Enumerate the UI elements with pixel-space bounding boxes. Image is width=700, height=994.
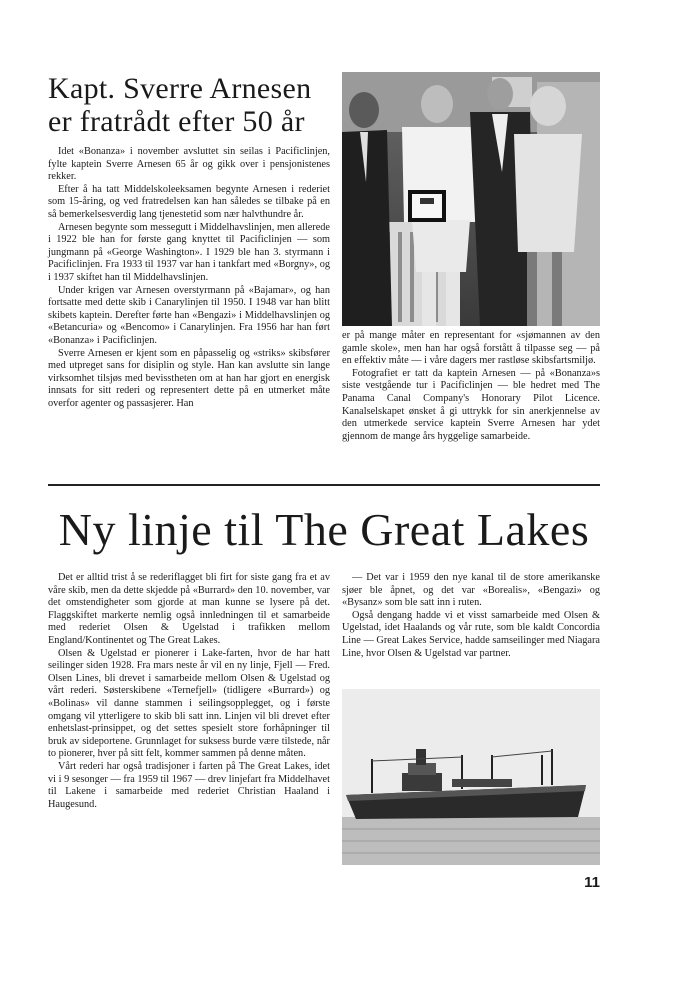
paragraph: Idet «Bonanza» i november avsluttet sin seilas i Pacificlinjen, fylte kaptein Sverre Arnesen 65 år og gikk over i pensjonistenes rekker.: [48, 146, 330, 183]
paragraph: Fotografiet er tatt da kaptein Arnesen — på «Bonanza»s siste vestgående tur i Pacificlinjen — ble hedret med The Panama Canal Company's Honorary Pilot Licence. Kanalselskapet ønsket å gi uttrykk for sin anerkjennelse av den utmerkede service kaptein Sverre Arnesen har ydet gjennom de mange års hyggelige samarbeide.: [342, 367, 600, 442]
paragraph: Også dengang hadde vi et visst samarbeide med Olsen & Ugelstad, idet Haalands og vår rute, som ble kaldt Concordia Line — Great Lakes Service, hadde samseilinger med Niagara Line, hvor Olsen & Ugelstad var partner.: [342, 609, 600, 659]
article1-title-line2: er fratrådt efter 50 år: [48, 105, 305, 138]
article2-title: Ny linje til The Great Lakes: [58, 504, 590, 555]
paragraph: Olsen & Ugelstad er pionerer i Lake-farten, hvor de har hatt seilinger siden 1928. Fra mars neste år vil en ny linje, Fjell — Fred. Olsen Lines, bli drevet i samarbeide mellom Olsen & Ugelstad og vårt rederi. Søsterskibene «Ternefjell» (tidligere «Burrard») og «Bolinas» vil danne stammen i seilingsopplegget, og i første omgang vil ytterligere to skib bli satt inn. Linjen vil bli drevet efter enhetslast-prinsippet, og det settes spesielt store forhåpninger til bruk av sideportene. Grunnlaget for suksess burde være tilstede, når to pionerer, hver på sitt felt, kommer sammen på denne måten.: [48, 647, 330, 760]
article1-title: [48, 72, 328, 138]
article1-column-left: [48, 146, 330, 410]
page-number: 11: [584, 874, 600, 891]
paragraph: Vårt rederi har også tradisjoner i farten på The Great Lakes, idet vi i 9 sesonger — fra 1959 til 1967 — drev linjefart fra Middelhavet til Lakene i samarbeide med rederiet Christian Haaland i Haugesund.: [48, 760, 330, 810]
paragraph: Det er alltid trist å se rederiflagget bli firt for siste gang fra et av våre skib, men da dette skjedde på «Burrard» den 10. november, var det omstendigheter som gjorde at man kunne se lysere på det. Flaggskiftet markerte nemlig også innledningen til et samarbeide med rederiet Olsen & Ugelstad i trafikken mellom England/Kontinentet og The Great Lakes.: [48, 572, 330, 646]
article1-column-right: [342, 330, 600, 443]
cargo-ship-photo: [342, 689, 600, 865]
captain-ceremony-photo: [342, 72, 600, 326]
paragraph: Under krigen var Arnesen overstyrmann på «Bajamar», og han fortsatte med dette skib i Canarylinjen til 1950. I 1948 var han blitt skibets kaptein. Derefter førte han «Bengazi» i Middelhavslinjen og «Betancuria» og «Bencomo» i Canarylinjen. Fra 1956 har han ført «Bonanza» i Pacificlinjen.: [48, 284, 330, 346]
paragraph: er på mange måter en representant for «sjømannen av den gamle skole», men han har også forstått å tilpasse seg — på en effektiv måte — i våre dagers mer rastløse skibsfartsmiljø.: [342, 330, 600, 367]
paragraph: Arnesen begynte som messegutt i Middelhavslinjen, men allerede i 1922 ble han for første gang knyttet til Pacificlinjen — som jungmann på «George Washington». I 1929 ble han 3. styrmann i Pacificlinjen. Fra 1933 til 1937 var han i tankfart med «Borgny», og i 1937 skiftet han til Middelhavslinjen.: [48, 221, 330, 283]
paragraph: — Det var i 1959 den nye kanal til de store amerikanske sjøer ble åpnet, og det var «Borealis», «Bengazi» og «Bysanz» som ble satt inn i ruten.: [342, 572, 600, 609]
article2-column-left: [48, 572, 330, 811]
paragraph: Sverre Arnesen er kjent som en påpasselig og «striks» skibsfører med utpreget sans for disiplin og style. Han kan avslutte sin lange virksomhet tilsjøs med bevisstheten om at han har gjort en energisk innsats for sitt rederi og representert dette på en utmerket måte overfor agenter og passasjerer. Han: [48, 347, 330, 409]
section-divider: [48, 484, 600, 486]
article2-column-right: [342, 572, 600, 660]
paragraph: Efter å ha tatt Middelskoleeksamen begynte Arnesen i rederiet som 15-åring, og ved fratredelsen kan han således se tilbake på en så bemerkelsesverdig lang tjenestetid som nær halvthundre år.: [48, 183, 330, 220]
article1-title-line1: Kapt. Sverre Arnesen: [48, 72, 312, 105]
